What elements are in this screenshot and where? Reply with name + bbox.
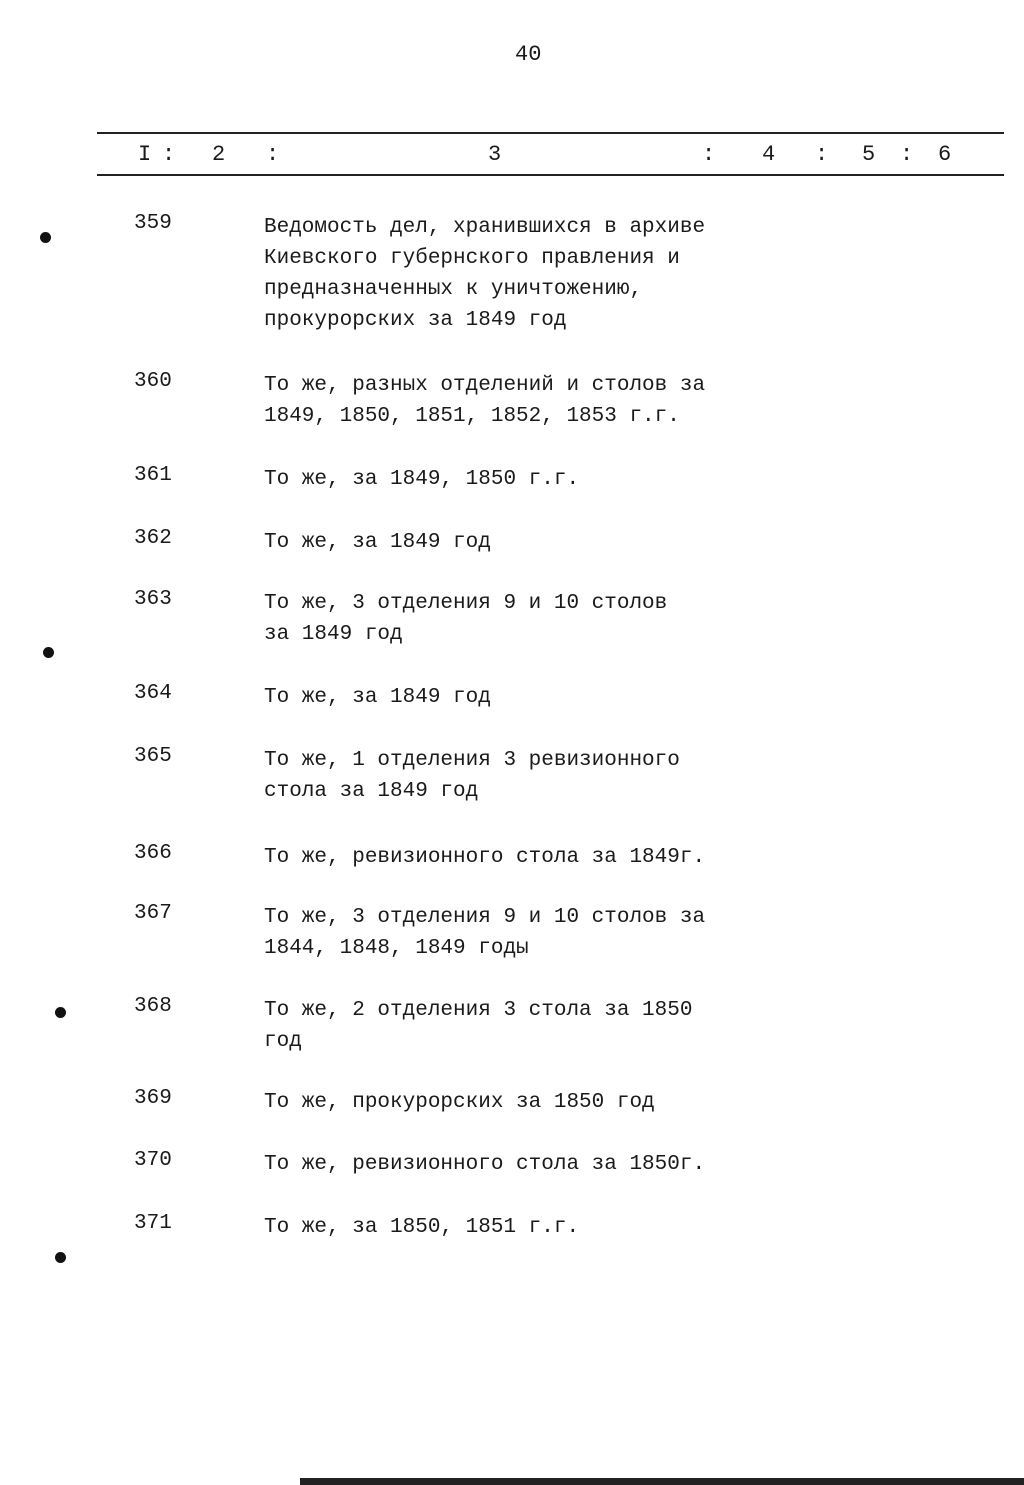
entry-line: То же, за 1849 год	[264, 531, 491, 554]
entry-number: 370	[134, 1149, 172, 1172]
table-header-top-rule	[97, 132, 1004, 134]
entry-number: 367	[134, 902, 172, 925]
punch-hole	[43, 647, 54, 658]
punch-hole	[55, 1252, 66, 1263]
entry-line: То же, ревизионного стола за 1849г.	[264, 846, 706, 869]
column-separator: :	[162, 142, 176, 167]
column-header-5: 5	[862, 142, 876, 167]
entry-description	[264, 370, 705, 432]
entry-description	[264, 464, 579, 495]
entry-description	[264, 1212, 579, 1243]
entry-line: 1849, 1850, 1851, 1852, 1853 г.г.	[264, 405, 680, 428]
entry-description	[264, 1087, 655, 1118]
entry-number: 360	[134, 370, 172, 393]
page-number: 40	[515, 42, 542, 67]
entry-line: То же, за 1850, 1851 г.г.	[264, 1216, 580, 1239]
entry-description	[264, 682, 491, 713]
entry-description	[264, 527, 491, 558]
entry-line: То же, 3 отделения 9 и 10 столов за	[264, 906, 706, 929]
entry-number: 363	[134, 588, 172, 611]
entry-description	[264, 995, 692, 1057]
entry-line: год	[264, 1030, 302, 1053]
entry-line: Киевского губернского правления и	[264, 247, 680, 270]
entry-description	[264, 588, 667, 650]
entry-number: 366	[134, 842, 172, 865]
entry-line: То же, 1 отделения 3 ревизионного	[264, 749, 680, 772]
entry-description	[264, 745, 680, 807]
punch-hole	[40, 232, 51, 243]
entry-line: То же, за 1849, 1850 г.г.	[264, 468, 580, 491]
column-header-3: 3	[488, 142, 502, 167]
entry-line: То же, ревизионного стола за 1850г.	[264, 1153, 706, 1176]
entry-number: 362	[134, 527, 172, 550]
entry-description	[264, 1149, 705, 1180]
entry-line: Ведомость дел, хранившихся в архиве	[264, 216, 706, 239]
punch-hole	[55, 1007, 66, 1018]
entry-line: стола за 1849 год	[264, 780, 479, 803]
entry-description	[264, 842, 705, 873]
column-header-2: 2	[212, 142, 226, 167]
entry-line: То же, за 1849 год	[264, 686, 491, 709]
column-separator: :	[900, 142, 914, 167]
entry-description	[264, 902, 705, 964]
column-header-1: I	[138, 142, 152, 167]
entry-line: То же, прокурорских за 1850 год	[264, 1091, 655, 1114]
column-separator: :	[815, 142, 829, 167]
entry-number: 368	[134, 995, 172, 1018]
entry-number: 371	[134, 1212, 172, 1235]
entry-line: То же, 3 отделения 9 и 10 столов	[264, 592, 668, 615]
entry-number: 359	[134, 212, 172, 235]
entry-line: 1844, 1848, 1849 годы	[264, 937, 529, 960]
column-header-6: 6	[938, 142, 952, 167]
column-separator: :	[266, 142, 280, 167]
entry-number: 364	[134, 682, 172, 705]
entry-number: 369	[134, 1087, 172, 1110]
entry-description	[264, 212, 705, 336]
entry-number: 361	[134, 464, 172, 487]
scan-edge	[300, 1478, 1024, 1485]
entry-line: То же, 2 отделения 3 стола за 1850	[264, 999, 693, 1022]
entry-line: за 1849 год	[264, 623, 403, 646]
table-header-bottom-rule	[97, 174, 1004, 176]
entry-number: 365	[134, 745, 172, 768]
entry-line: прокурорских за 1849 год	[264, 309, 567, 332]
entry-line: предназначенных к уничтожению,	[264, 278, 643, 301]
column-header-4: 4	[762, 142, 776, 167]
column-separator: :	[702, 142, 716, 167]
entry-line: То же, разных отделений и столов за	[264, 374, 706, 397]
